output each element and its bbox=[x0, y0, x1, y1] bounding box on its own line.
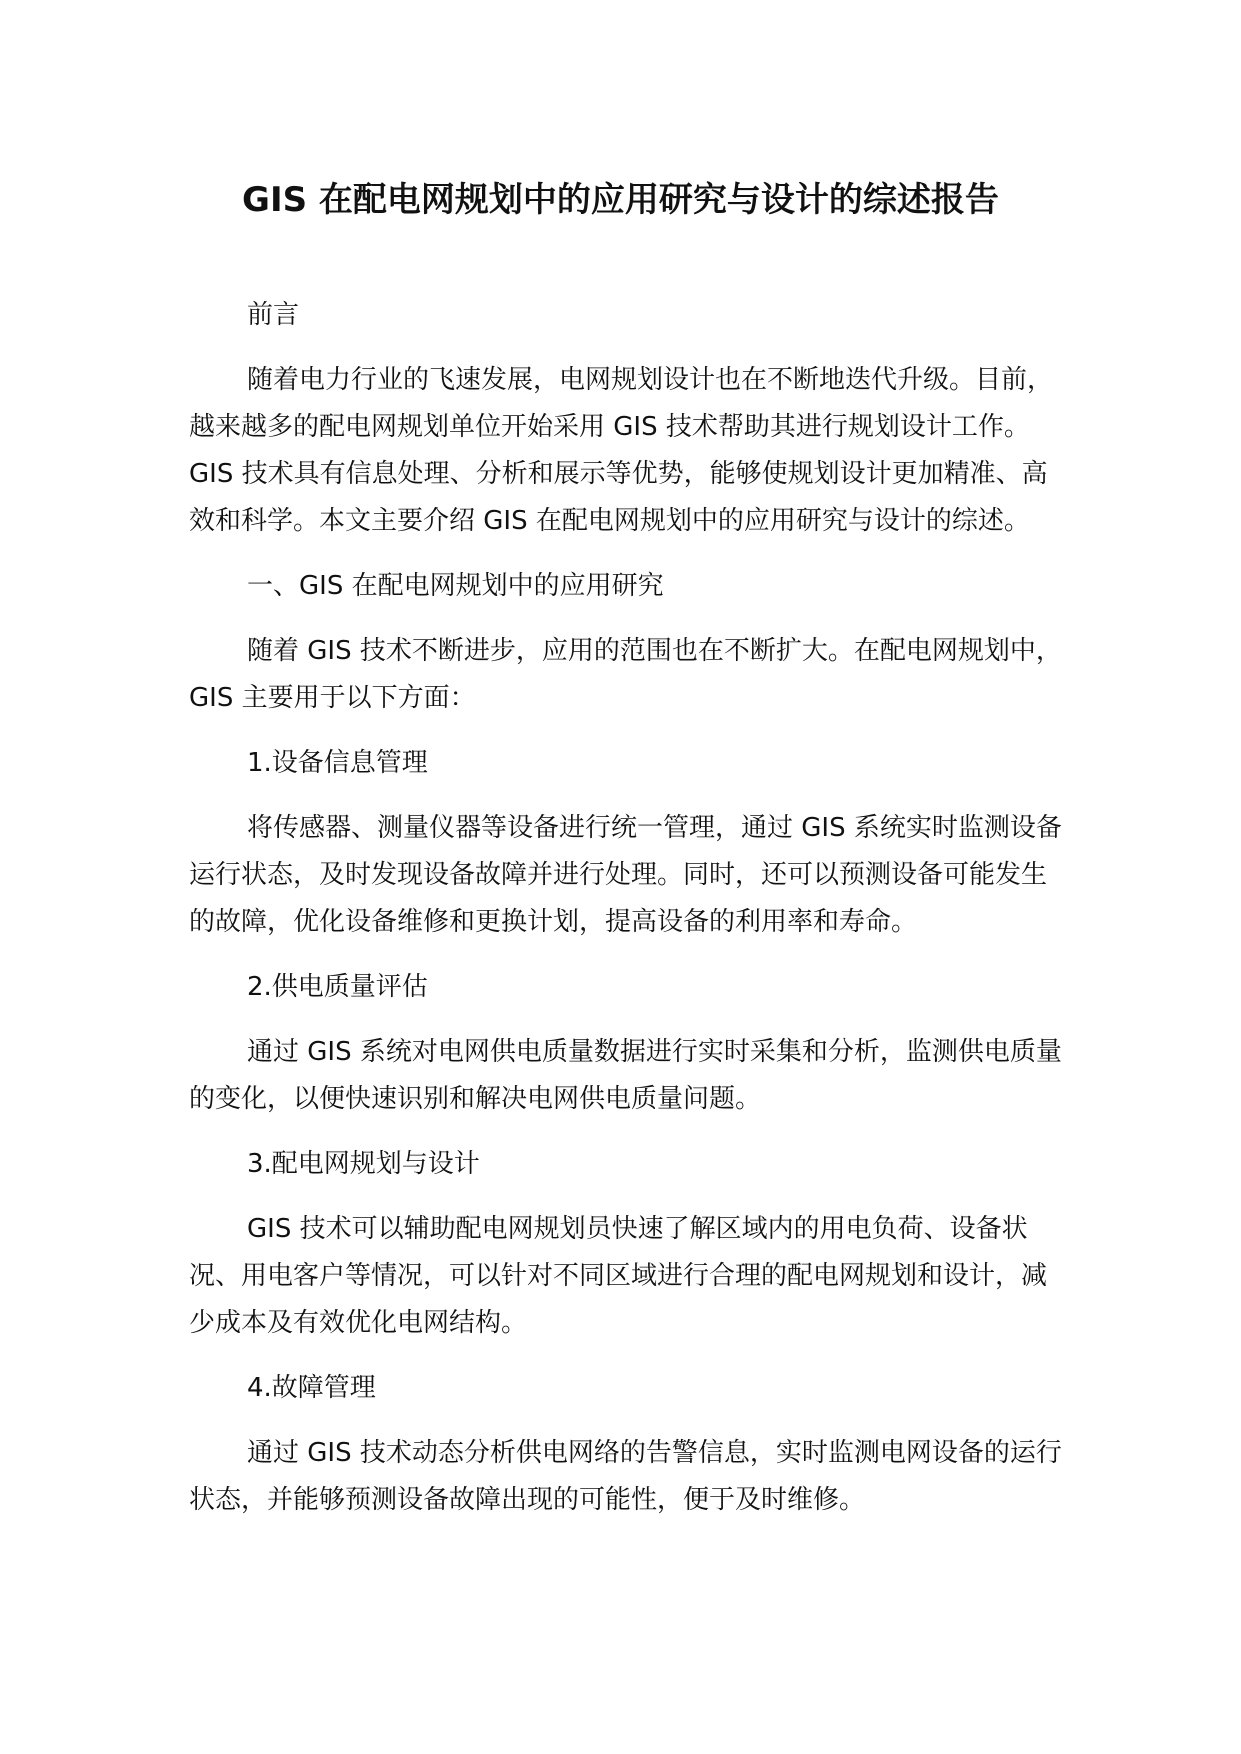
paragraph: 通过 GIS 系统对电网供电质量数据进行实时采集和分析，监测供电质量的变化，以便快速识别和解决电网供电质量问题。 bbox=[189, 1037, 1062, 1114]
subsection-heading-network-planning: 3.配电网规划与设计 bbox=[247, 1149, 480, 1179]
document-title: GIS 在配电网规划中的应用研究与设计的综述报告 bbox=[242, 180, 999, 220]
subsection-heading-fault-management: 4.故障管理 bbox=[247, 1373, 376, 1403]
subsection-heading-power-quality: 2.供电质量评估 bbox=[247, 972, 428, 1002]
subsection-heading-equipment-info: 1.设备信息管理 bbox=[247, 748, 428, 778]
paragraph: GIS 技术可以辅助配电网规划员快速了解区域内的用电负荷、设备状况、用电客户等情况，可以针对不同区域进行合理的配电网规划和设计，减少成本及有效优化电网结构。 bbox=[189, 1214, 1048, 1338]
paragraph: 将传感器、测量仪器等设备进行统一管理，通过 GIS 系统实时监测设备运行状态，及时发现设备故障并进行处理。同时，还可以预测设备可能发生的故障，优化设备维修和更换计划，提高设备的利用率和寿命。 bbox=[189, 813, 1062, 937]
paragraph: 通过 GIS 技术动态分析供电网络的告警信息，实时监测电网设备的运行状态，并能够预测设备故障出现的可能性，便于及时维修。 bbox=[189, 1438, 1062, 1515]
section-heading-preface: 前言 bbox=[247, 300, 300, 330]
document-body bbox=[189, 292, 1069, 1542]
paragraph: 随着 GIS 技术不断进步，应用的范围也在不断扩大。在配电网规划中，GIS 主要用于以下方面： bbox=[189, 636, 1062, 713]
section-heading-application-research: 一、GIS 在配电网规划中的应用研究 bbox=[247, 571, 664, 601]
paragraph: 随着电力行业的飞速发展，电网规划设计也在不断地迭代升级。目前，越来越多的配电网规划单位开始采用 GIS 技术帮助其进行规划设计工作。GIS 技术具有信息处理、分析和展示等优势，能够使规划设计更加精准、高效和科学。本文主要介绍 GIS 在配电网规划中的应用研究与设计的综述。 bbox=[189, 365, 1054, 536]
